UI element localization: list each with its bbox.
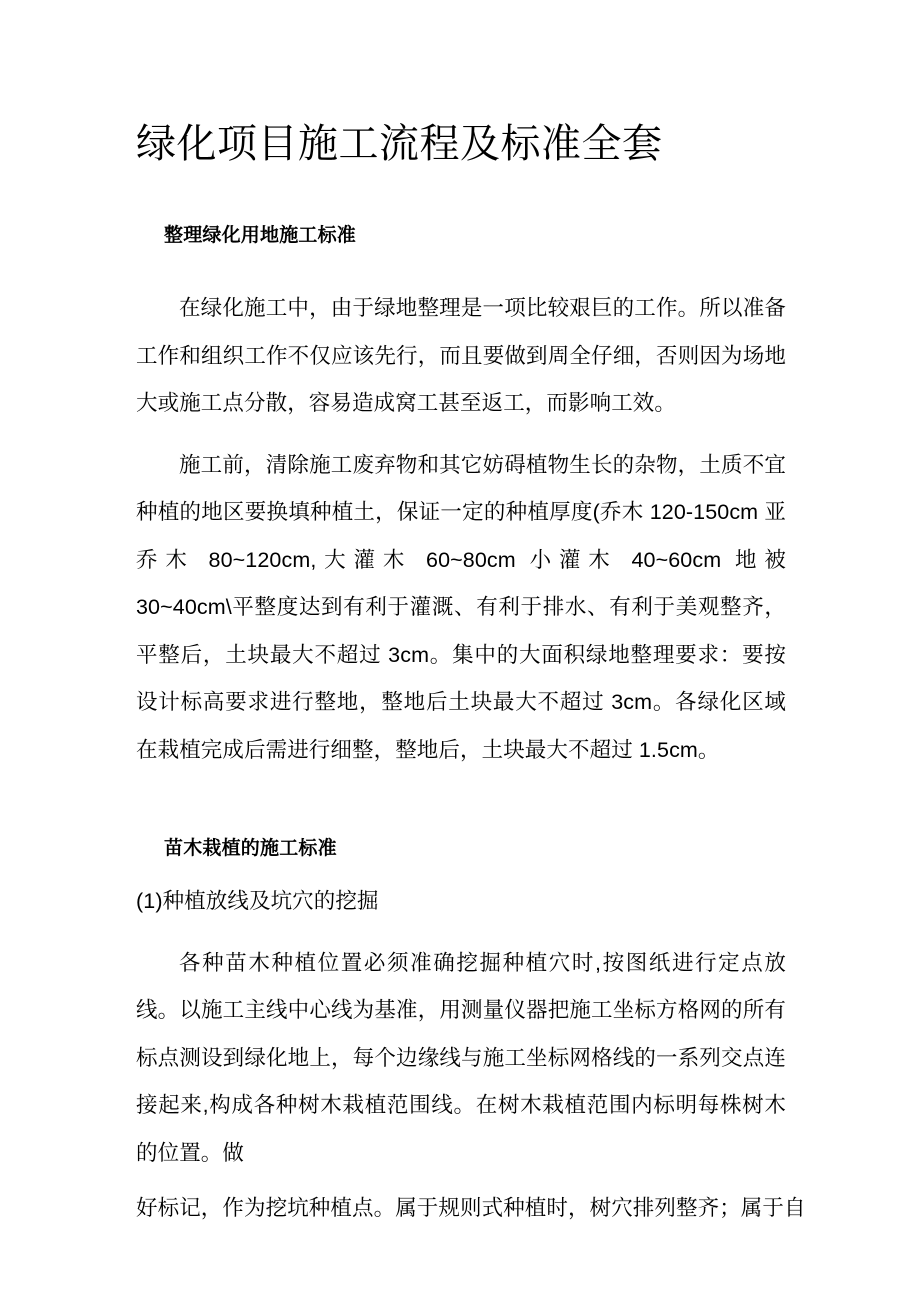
section-heading-1: 整理绿化用地施工标准	[164, 225, 357, 246]
document-content	[136, 0, 806, 1233]
page-title: 绿化项目施工流程及标准全套	[136, 121, 663, 166]
section-heading-2: 苗木栽植的施工标准	[164, 838, 337, 859]
section-2-trailing-line: 好标记，作为挖坑种植点。属于规则式种植时，树穴排列整齐；属于自	[136, 1196, 806, 1220]
section-1-paragraph-1: 在绿化施工中，由于绿地整理是一项比较艰巨的工作。所以准备工作和组织工作不仅应该先行，而且要做到周全仔细，否则因为场地大或施工点分散，容易造成窝工甚至返工，而影响工效。	[136, 296, 786, 415]
section-1-paragraph-2: 施工前，清除施工废弃物和其它妨碍植物生长的杂物，土质不宜种植的地区要换填种植土，保证一定的种植厚度(乔木 120-150cm 亚乔木 80~120cm,大灌木 60~80cm 小灌木 40~60cm 地被 30~40cm\平整度达到有利于灌溉、有利于排水、有利于美观整齐，平整后，土块最大不超过 3cm。集中的大面积绿地整理要求：要按设计标高要求进行整地，整地后土块最大不超过 3cm。各绿化区域在栽植完成后需进行细整，整地后，土块最大不超过 1.5cm。	[136, 452, 786, 762]
section-2-sub-item-1: (1)种植放线及坑穴的挖掘	[136, 889, 379, 913]
section-2-paragraph-1: 各种苗木种植位置必须准确挖掘种植穴时,按图纸进行定点放线。以施工主线中心线为基准，用测量仪器把施工坐标方格网的所有标点测设到绿化地上，每个边缘线与施工坐标网格线的一系列交点连接起来,构成各种树木栽植范围线。在树木栽植范围内标明每株树木的位置。做	[136, 950, 786, 1165]
